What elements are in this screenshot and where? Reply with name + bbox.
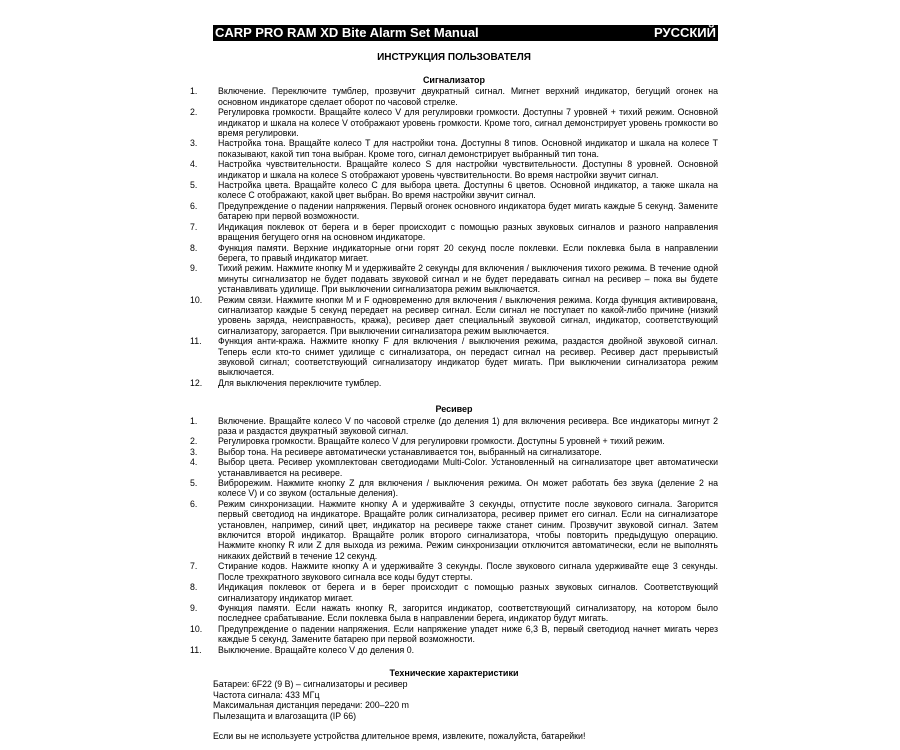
item-text: Индикация поклевок от берега и в берег происходит с помощью разных звуковых сигналов. Соответствующий сигнализатору индикатор мигает. — [218, 582, 718, 603]
item-number: 4. — [190, 159, 198, 170]
list-item — [190, 499, 718, 561]
list-item — [190, 378, 718, 388]
item-number: 1. — [190, 415, 198, 426]
item-number: 3. — [190, 138, 198, 149]
section-signal — [190, 75, 718, 388]
list-item — [190, 416, 718, 437]
item-text: Стирание кодов. Нажмите кнопку A и удерживайте 3 секунды. После звукового сигнала удерживайте еще 3 секунды. После трехкратного звукового сигнала все коды будут стерты. — [218, 561, 718, 582]
list-item — [190, 645, 718, 655]
item-text: Режим синхронизации. Нажмите кнопку A и удерживайте 3 секунды, отпустите после звукового сигнала. Загорится первый светодиод на индикаторе. Вращайте ролик сигнализатора, ресивер примет его сигнал. Если на сигнализаторе установлен, например, синий цвет, индикатор на ресивере также станет синим. Прозвучит звуковой сигнал. Затем включится второй индикатор. Вращайте ролик второго сигнализатора, чтобы повторить предыдущую операцию. Нажмите кнопку R или Z для выхода из режима. Режим синхронизации отключится автоматически, если не выполнять никаких действий в течение 12 секунд. — [218, 498, 718, 561]
item-text: Регулировка громкости. Вращайте колесо V для регулировки громкости. Доступны 7 уровней + тихий режим. Основной индикатор и шкала на колесе V отображают уровень громкости. Кроме того, сигнал демонстрирует уровень громкости во время регулировки. — [218, 107, 718, 139]
spec-line: Частота сигнала: 433 МГц — [213, 689, 320, 700]
spec-line: Максимальная дистанция передачи: 200–220 m — [213, 700, 409, 711]
item-number: 9. — [190, 602, 198, 613]
item-text: Настройка цвета. Вращайте колесо C для выбора цвета. Доступны 6 цветов. Основной индикатор, а также шкала на колесе C отображают, какой цвет выбран. Во время настройки звучит сигнал. — [218, 180, 718, 201]
item-text: Функция памяти. Если нажать кнопку R, загорится индикатор, соответствующий сигнализатору, на котором было последнее срабатывание. Если поклевка была в направлении берега, индикатор будут мигать. — [218, 602, 718, 624]
footer-note: Если вы не используете устройства длительное время, извлеките, пожалуйста, батарейки! — [213, 730, 586, 741]
spec-lines — [213, 679, 718, 721]
list-item — [190, 180, 718, 201]
section-heading-receiver: Ресивер — [435, 404, 473, 415]
list-item — [190, 222, 718, 243]
item-number: 11. — [190, 644, 202, 655]
item-text: Включение. Переключите тумблер, прозвучит двукратный сигнал. Мигнет верхний индикатор, бегущий огонек на основном индикаторе сделает оборот по часовой стрелке. — [218, 86, 718, 107]
language-label: РУССКИЙ — [654, 25, 716, 40]
item-text: Функция анти-кража. Нажмите кнопку F для включения / выключения режима, раздастся двойной звуковой сигнал. Теперь если кто-то снимет удилище с сигнализатора, он передаст сигнал на ресивер. Ресивер даст прерывистый звуковой сигнал; соответствующий сигнализатору индикатор будет мигать. При выключении сигнализатора режим выключается. — [218, 336, 718, 378]
item-number: 4. — [190, 457, 198, 468]
item-number: 7. — [190, 221, 198, 232]
section-heading-specs: Технические характеристики — [389, 667, 519, 678]
list-item — [190, 561, 718, 582]
item-text: Индикация поклевок от берега и в берег происходит с помощью разных звуковых сигналов и разного направления вращения бегущего огня на основном индикаторе. — [218, 221, 718, 243]
spec-line: Пылезащита и влагозащита (IP 66) — [213, 710, 357, 721]
list-item — [190, 263, 718, 294]
item-number: 7. — [190, 561, 198, 572]
item-number: 11. — [190, 336, 202, 347]
list-item — [190, 624, 718, 645]
item-number: 6. — [190, 498, 198, 509]
list-item — [190, 478, 718, 499]
list-item — [190, 138, 718, 159]
item-text: Тихий режим. Нажмите кнопку M и удерживайте 2 секунды для включения / выключения тихого режима. В течение одной минуты сигнализатор не будет подавать звуковой сигнал и не будет передавать сигнал на ресивер – пока вы будете устанавливать удилище. При выключении сигнализатора режим выключается. — [218, 263, 718, 295]
list-item — [190, 336, 718, 378]
item-number: 10. — [190, 294, 203, 305]
item-text: Режим связи. Нажмите кнопки M и F одновременно для включения / выключения режима. Когда функция активирована, сигнализатор каждые 5 секунд передает на ресивер сигнал. Если сигнал не поступает по какой-либо причине (низкий уровень заряда, неисправность, кража), ресивер дает специальный звуковой сигнал, индикатор, соответствующий сигнализатору, загорается. При выключении сигнализатора режим выключается. — [218, 294, 718, 336]
item-number: 2. — [190, 107, 198, 118]
list-item — [190, 295, 718, 337]
item-number: 8. — [190, 242, 198, 253]
item-text: Функция памяти. Верхние индикаторные огни горят 20 секунд после поклевки. Если поклевка была в направлении берега, то правый индикатор мигает. — [218, 242, 718, 263]
item-number: 10. — [190, 623, 203, 634]
item-number: 3. — [190, 446, 198, 457]
manual-title: CARP PRO RAM XD Bite Alarm Set Manual — [215, 25, 479, 40]
item-number: 5. — [190, 478, 198, 489]
list-item — [190, 159, 718, 180]
item-number: 12. — [190, 377, 203, 388]
header-bar — [213, 25, 718, 41]
section-heading-signal: Сигнализатор — [422, 75, 486, 85]
item-text: Для выключения переключите тумблер. — [218, 377, 382, 388]
receiver-list — [190, 416, 718, 655]
list-item — [190, 447, 718, 457]
item-number: 9. — [190, 263, 198, 274]
list-item — [190, 243, 718, 264]
list-item — [190, 86, 718, 107]
item-text: Регулировка громкости. Вращайте колесо V для регулировки громкости. Доступны 5 уровней + тихий режим. — [218, 436, 665, 447]
item-text: Предупреждение о падении напряжения. Первый огонек основного индикатора будет мигать каждые 5 секунд. Замените батарею при первой возможности. — [218, 200, 718, 222]
item-text: Выключение. Вращайте колесо V до деления 0. — [218, 644, 415, 655]
document-content — [190, 25, 718, 741]
item-number: 2. — [190, 436, 198, 447]
item-text: Настройка чувствительности. Вращайте колесо S для настройки чувствительности. Доступны 8 уровней. Основной индикатор и шкала на колесе S отображают уровень чувствительности. Во время настройки звучит сигнал. — [218, 159, 718, 180]
list-item — [190, 457, 718, 478]
item-text: Выбор тона. На ресивере автоматически устанавливается тон, выбранный на сигнализаторе. — [218, 446, 602, 457]
item-text: Выбор цвета. Ресивер укомплектован светодиодами Multi-Color. Установленный на сигнализаторе цвет автоматически устанавливается на ресивере. — [218, 457, 718, 478]
item-number: 6. — [190, 200, 198, 211]
item-text: Включение. Вращайте колесо V по часовой стрелке (до деления 1) для включения ресивера. Все индикаторы мигнут 2 раза и раздастся двукратный звуковой сигнал. — [218, 415, 718, 436]
list-item — [190, 201, 718, 222]
item-text: Настройка тона. Вращайте колесо T для настройки тона. Доступны 8 типов. Основной индикатор и шкала на колесе T показывают, какой тип тона выбран. Кроме того, сигнал демонстрирует выбранный тип тона. — [218, 138, 718, 159]
item-number: 8. — [190, 582, 198, 593]
doc-title: ИНСТРУКЦИЯ ПОЛЬЗОВАТЕЛЯ — [377, 52, 531, 63]
list-item — [190, 603, 718, 624]
item-number: 1. — [190, 86, 198, 97]
signal-list — [190, 86, 718, 388]
spec-line: Батареи: 6F22 (9 В) – сигнализаторы и ресивер — [213, 679, 408, 690]
section-receiver — [190, 404, 718, 655]
section-specs — [190, 668, 718, 721]
item-text: Предупреждение о падении напряжения. Если напряжение упадет ниже 6,3 В, первый светодиод начнет мигать через каждые 5 секунд. Замените батарею при первой возможности. — [218, 623, 718, 645]
list-item — [190, 582, 718, 603]
list-item — [190, 107, 718, 138]
list-item — [190, 436, 718, 446]
item-text: Виброрежим. Нажмите кнопку Z для включения / выключения режима. Он может работать без звука (деление 2 на колесе V) и со звуком (остальные деления). — [218, 478, 718, 499]
item-number: 5. — [190, 180, 198, 191]
